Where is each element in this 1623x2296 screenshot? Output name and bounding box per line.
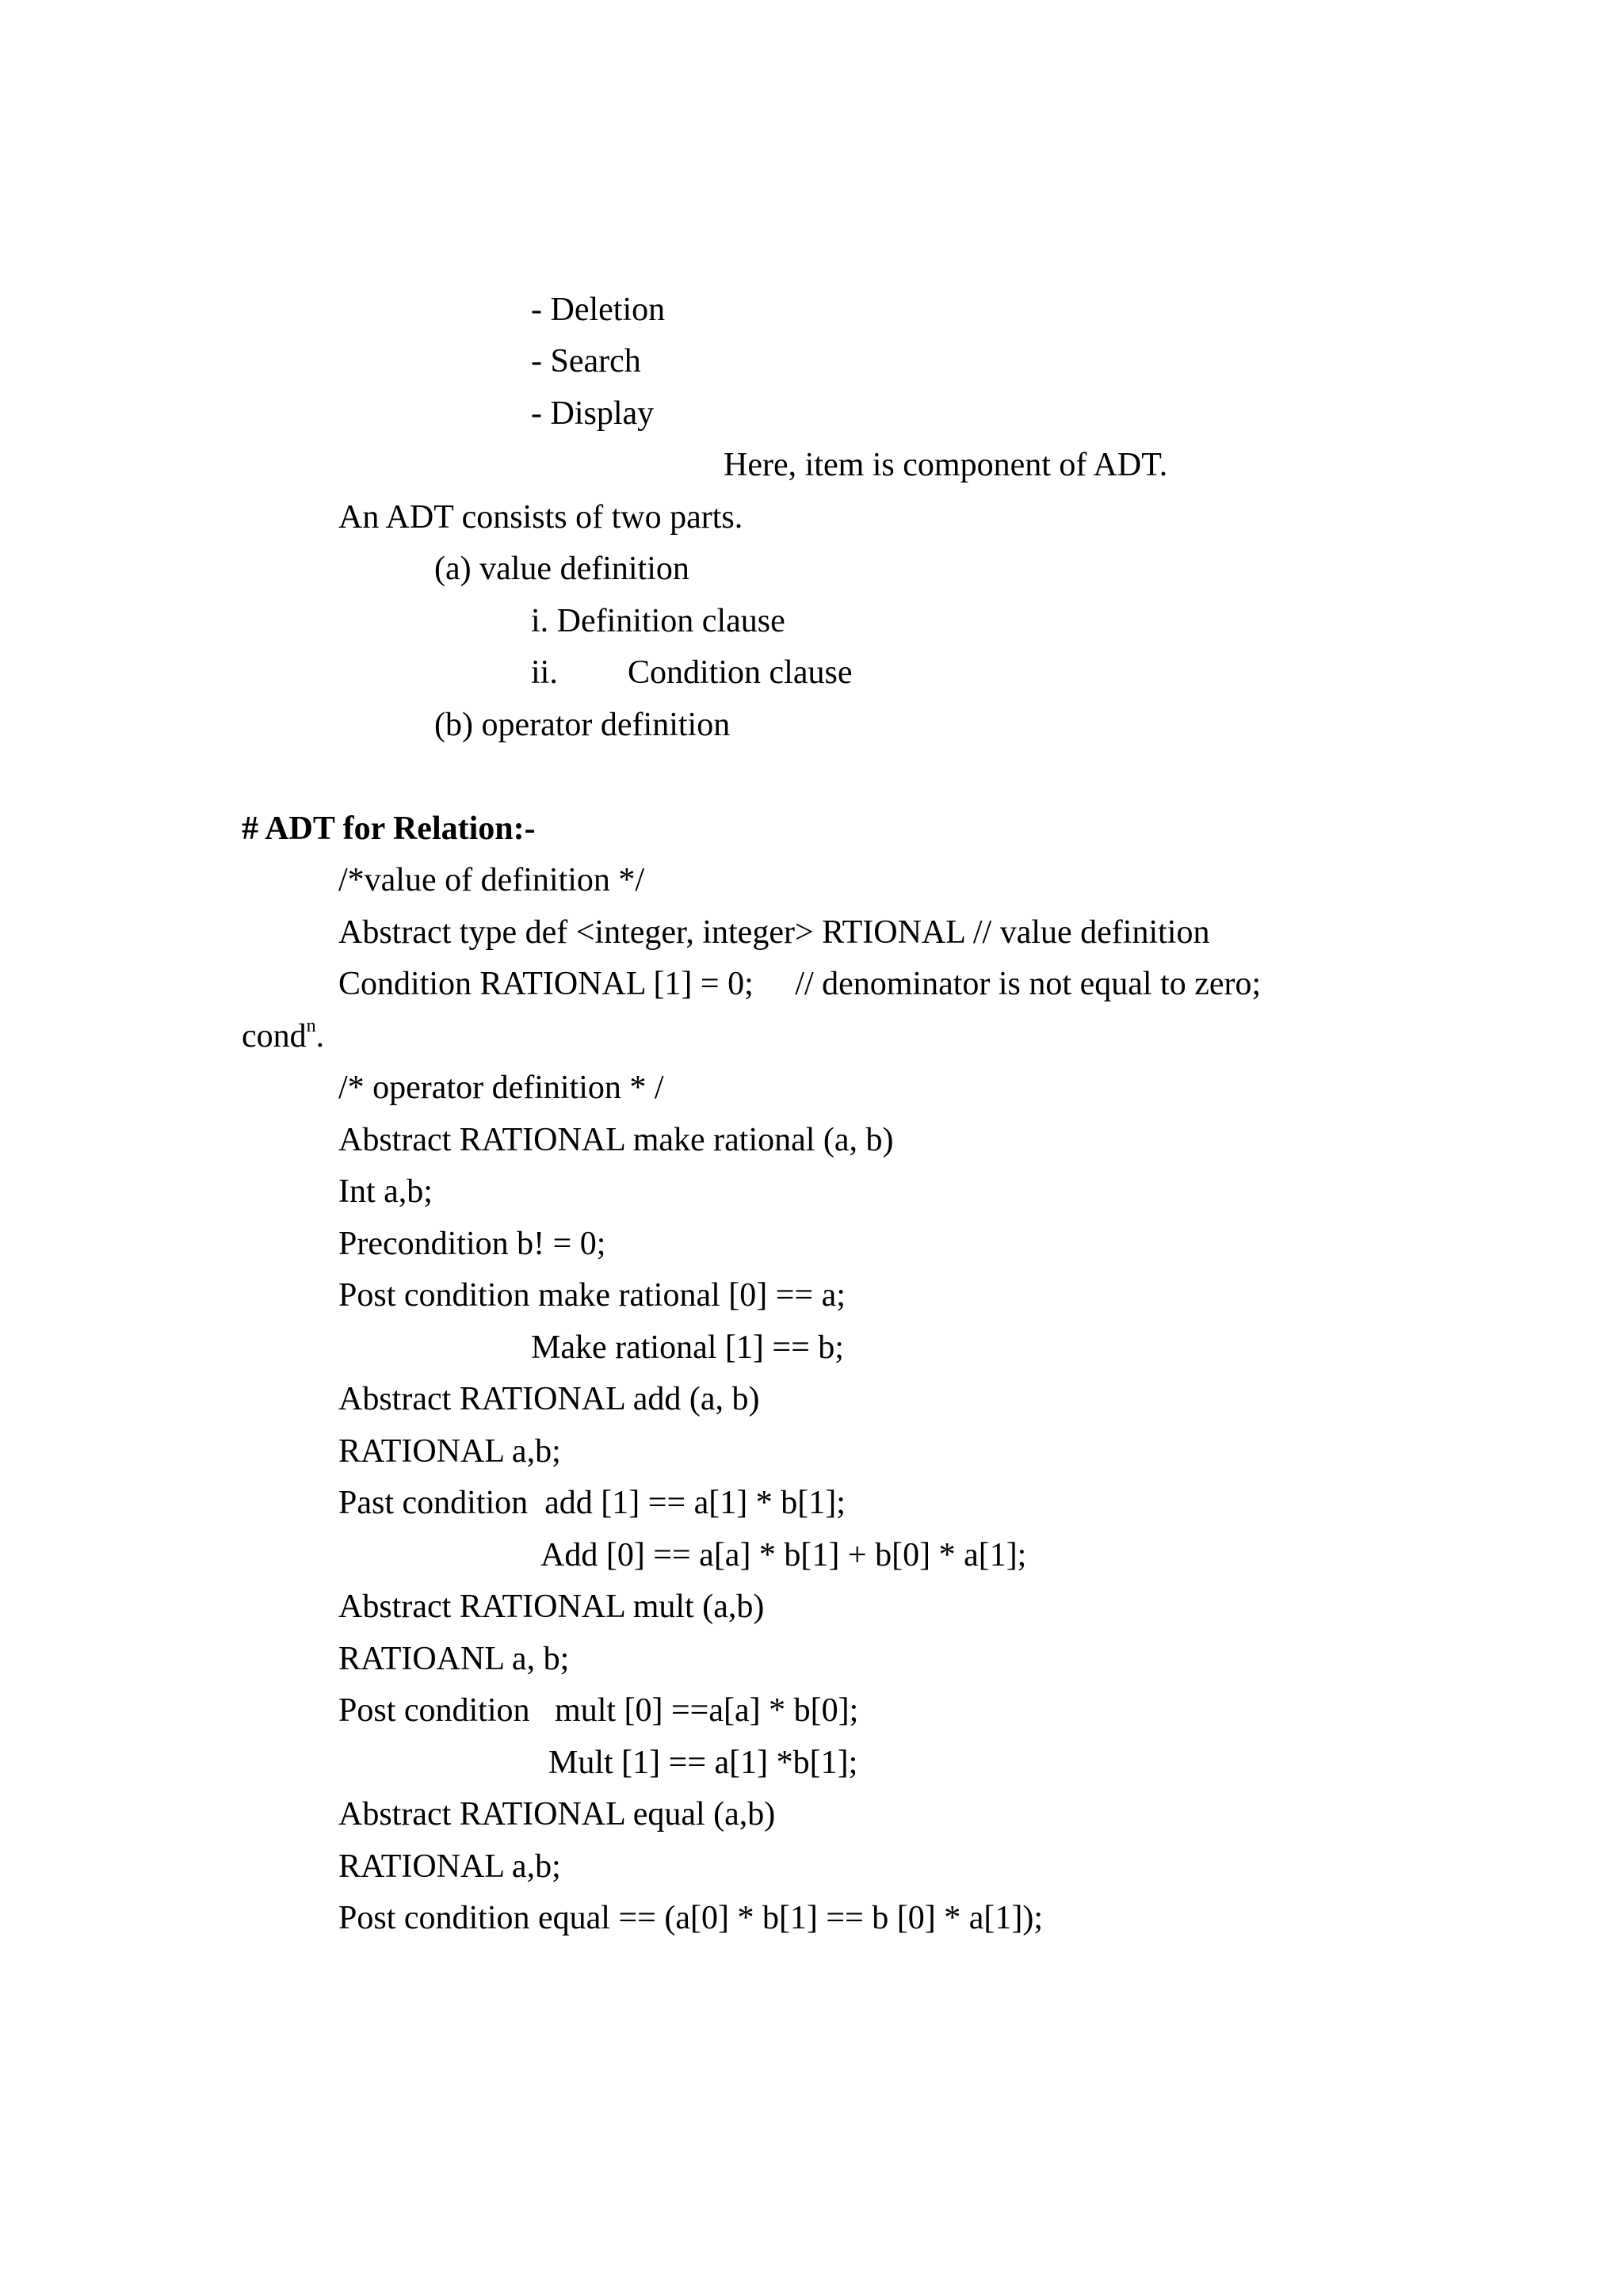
cond-line [242, 1016, 324, 1056]
adt-intro: An ADT consists of two parts. [338, 499, 743, 536]
abstract-typedef-line: Abstract type def <integer, integer> RTIONAL // value definition [338, 914, 1210, 951]
int-ab-line: Int a,b; [338, 1173, 433, 1210]
post-make-0-line: Post condition make rational [0] == a; [338, 1277, 846, 1314]
definition-clause: i. Definition clause [531, 603, 785, 639]
past-add-1-line: Past condition add [1] == a[1] * b[1]; [338, 1485, 846, 1521]
post-mult-0-line: Post condition mult [0] ==a[a] * b[0]; [338, 1692, 859, 1729]
value-definition: (a) value definition [434, 551, 689, 587]
cond-period: . [315, 1018, 325, 1055]
add-0-line: Add [0] == a[a] * b[1] + b[0] * a[1]; [540, 1537, 1027, 1573]
operator-definition: (b) operator definition [434, 707, 731, 743]
section-heading: # ADT for Relation:- [242, 810, 536, 847]
rational-ab-line-2: RATIONAL a,b; [338, 1848, 561, 1885]
list-item-deletion: - Deletion [531, 292, 666, 328]
rational-ab-line: RATIONAL a,b; [338, 1433, 561, 1470]
mult-def: Abstract RATIONAL mult (a,b) [338, 1589, 765, 1625]
list-item-display: - Display [531, 395, 655, 432]
cond-word: cond [242, 1018, 307, 1055]
value-comment: /*value of definition */ [338, 862, 645, 898]
cond-superscript: n [306, 1016, 316, 1036]
note-text: Here, item is component of ADT. [724, 447, 1168, 483]
add-def: Abstract RATIONAL add (a, b) [338, 1381, 760, 1417]
precondition-line: Precondition b! = 0; [338, 1226, 606, 1262]
mult-1-line: Mult [1] == a[1] *b[1]; [548, 1745, 858, 1781]
operator-comment: /* operator definition * / [338, 1070, 664, 1106]
make-rational-def: Abstract RATIONAL make rational (a, b) [338, 1122, 894, 1158]
condition-clause: Condition clause [628, 654, 853, 691]
post-equal-line: Post condition equal == (a[0] * b[1] == b [0] * a[1]); [338, 1900, 1044, 1936]
condition-numeral: ii. [531, 654, 558, 691]
post-make-1-line: Make rational [1] == b; [531, 1329, 844, 1366]
list-item-search: - Search [531, 343, 641, 379]
ratioanl-ab-line: RATIOANL a, b; [338, 1641, 570, 1677]
equal-def: Abstract RATIONAL equal (a,b) [338, 1796, 776, 1833]
condition-line: Condition RATIONAL [1] = 0; // denominator is not equal to zero; [338, 966, 1262, 1002]
